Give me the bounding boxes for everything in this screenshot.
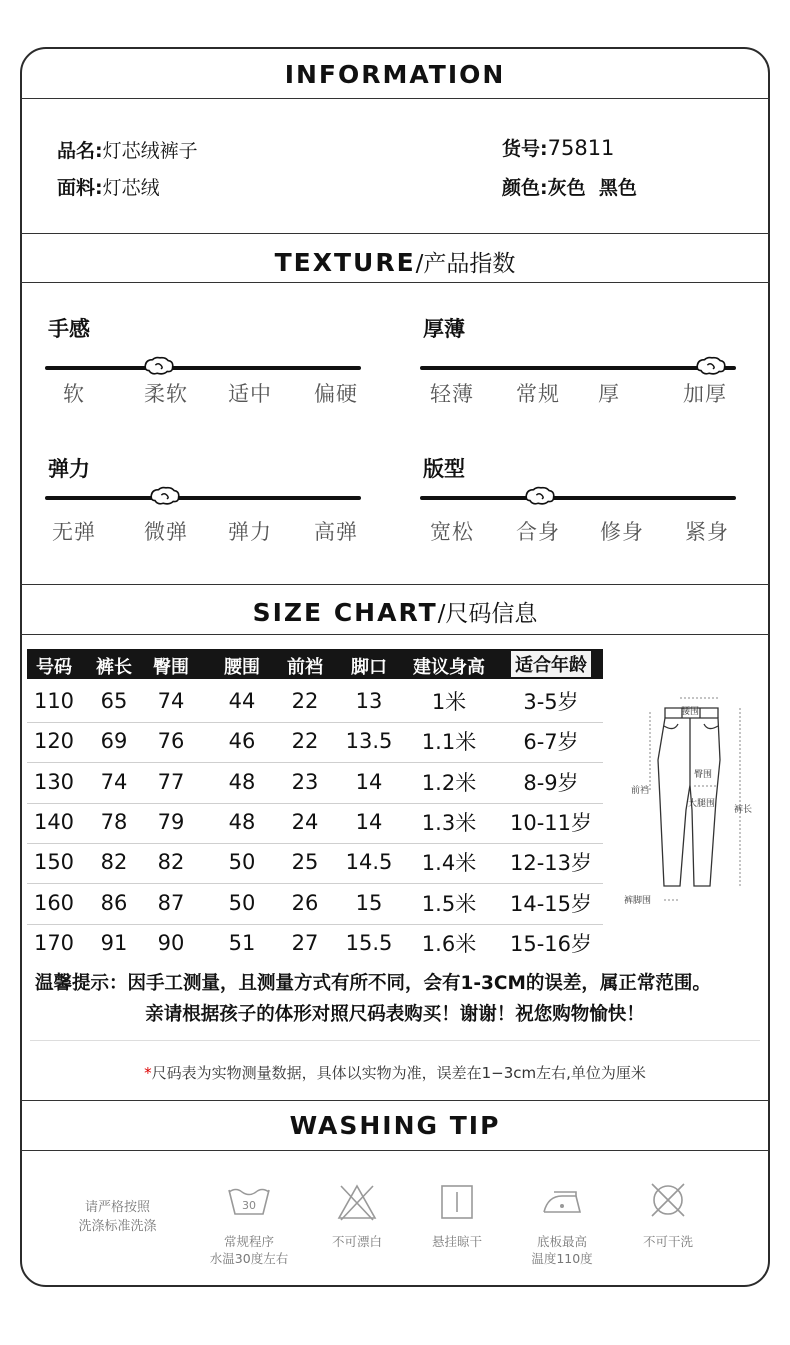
diagram-hip-label: 臀围 <box>694 770 713 780</box>
washing-intro-line2: 洗涤标准洗涤 <box>78 1219 157 1234</box>
table-cell: 48 <box>228 809 256 834</box>
table-cell: 6-7岁 <box>523 730 579 755</box>
texture-track <box>420 366 736 370</box>
texture-scale-label: 偏硬 <box>314 382 358 406</box>
table-cell: 1.2米 <box>421 770 477 795</box>
table-cell: 82 <box>157 850 185 875</box>
divider <box>20 584 770 585</box>
texture-label: 版型 <box>423 457 465 481</box>
table-row-divider <box>27 843 603 844</box>
table-cell: 1.5米 <box>421 891 477 916</box>
product-sku-label: 货号: <box>502 138 548 160</box>
diagram-waist-label: 腰围 <box>681 707 700 717</box>
texture-heading-en: TEXTURE <box>274 248 416 277</box>
product-fabric <box>57 173 160 200</box>
product-color-value: 灰色 黑色 <box>547 177 637 199</box>
table-header-cell: 建议身高 <box>413 657 485 678</box>
texture-marker-icon <box>148 486 182 506</box>
product-fabric-label: 面料: <box>57 177 103 199</box>
texture-heading <box>20 245 770 278</box>
washing-label-line2: 温度110度 <box>531 1251 593 1266</box>
washing-label-line1: 常规程序 <box>223 1234 274 1249</box>
table-row-divider <box>27 924 603 925</box>
product-color <box>502 173 637 200</box>
washing-label <box>332 1233 382 1250</box>
measurement-tip: 温馨提示：因手工测量，且测量方式有所不同，会有1-3CM的误差，属正常范围。 <box>35 973 711 994</box>
texture-scale-label: 合身 <box>516 520 560 544</box>
texture-scale-label: 弹力 <box>228 520 272 544</box>
texture-marker-icon <box>142 356 176 376</box>
table-cell: 140 <box>33 809 75 834</box>
washing-label-line1: 不可漂白 <box>331 1234 383 1249</box>
product-color-label: 颜色: <box>502 177 548 199</box>
washing-label-line1: 悬挂晾干 <box>431 1234 483 1249</box>
iron-icon <box>540 1186 584 1218</box>
table-cell: 14-15岁 <box>509 891 593 916</box>
table-cell: 170 <box>33 930 75 955</box>
washing-label <box>643 1233 693 1250</box>
table-header-cell: 腰围 <box>224 657 260 678</box>
table-cell: 51 <box>228 930 256 955</box>
texture-scale-label: 柔软 <box>144 382 188 406</box>
texture-track <box>420 496 736 500</box>
divider <box>20 1150 770 1151</box>
texture-scale-label: 修身 <box>600 520 644 544</box>
diagram-hem-label: 裤脚围 <box>624 896 652 906</box>
table-cell: 74 <box>157 689 185 713</box>
table-cell: 160 <box>33 890 75 915</box>
size-chart-heading <box>20 595 770 628</box>
diagram-thigh-label: 大腿围 <box>688 799 716 809</box>
table-cell: 15 <box>355 890 383 915</box>
texture-scale-label: 软 <box>63 382 85 406</box>
divider <box>20 282 770 283</box>
table-header-cell: 前裆 <box>287 657 323 678</box>
table-row-divider <box>27 722 603 723</box>
asterisk: * <box>144 1064 152 1082</box>
product-sku-value: 75811 <box>547 136 615 160</box>
divider <box>20 634 770 635</box>
table-cell: 44 <box>228 689 256 713</box>
table-cell: 14 <box>355 809 383 834</box>
texture-label: 弹力 <box>48 457 90 481</box>
table-cell: 86 <box>100 890 128 915</box>
measurement-note <box>0 1062 790 1083</box>
washing-heading: WASHING TIP <box>289 1111 501 1140</box>
table-cell: 13 <box>355 689 383 713</box>
texture-label: 厚薄 <box>423 317 465 341</box>
product-sku <box>502 134 614 161</box>
divider <box>30 1040 760 1041</box>
texture-scale-label: 适中 <box>228 382 272 406</box>
table-cell: 14.5 <box>345 850 393 875</box>
table-cell: 26 <box>291 890 319 915</box>
information-heading: INFORMATION <box>284 60 506 89</box>
table-cell: 1.6米 <box>421 931 477 956</box>
table-cell: 79 <box>157 809 185 834</box>
table-cell: 110 <box>33 689 75 713</box>
texture-scale-label: 宽松 <box>430 520 474 544</box>
table-cell: 77 <box>157 769 185 794</box>
divider <box>20 233 770 234</box>
table-cell: 74 <box>100 769 128 794</box>
texture-scale-label: 微弹 <box>144 520 188 544</box>
washing-label <box>432 1233 482 1250</box>
table-cell: 65 <box>100 689 128 713</box>
texture-label: 手感 <box>48 317 90 341</box>
table-cell: 25 <box>291 850 319 875</box>
table-cell: 150 <box>33 850 75 875</box>
texture-marker-icon <box>694 356 728 376</box>
texture-scale-label: 加厚 <box>683 382 727 406</box>
table-cell: 90 <box>157 930 185 955</box>
table-header-cell: 脚口 <box>351 657 387 678</box>
table-cell: 78 <box>100 809 128 834</box>
product-name-value: 灯芯绒裤子 <box>102 140 198 162</box>
size-chart-heading-en: SIZE CHART <box>252 598 438 627</box>
table-cell: 27 <box>291 930 319 955</box>
table-row-divider <box>27 883 603 884</box>
size-chart-heading-cn: /尺码信息 <box>437 601 538 627</box>
table-cell: 87 <box>157 890 185 915</box>
texture-scale-label: 厚 <box>598 382 620 406</box>
table-cell: 8-9岁 <box>523 770 579 795</box>
measurement-note-text: 尺码表为实物测量数据，具体以实物为准，误差在1−3cm左右,单位为厘米 <box>151 1064 646 1082</box>
table-cell: 3-5岁 <box>523 690 579 714</box>
table-header-cell: 号码 <box>36 657 72 678</box>
table-header-cell: 适合年龄 <box>511 651 591 677</box>
washing-label <box>531 1233 592 1267</box>
texture-scale-label: 常规 <box>516 382 560 406</box>
table-cell: 1.1米 <box>421 730 477 755</box>
wash-30-icon <box>226 1184 272 1222</box>
divider <box>20 1100 770 1101</box>
table-cell: 130 <box>33 769 75 794</box>
washing-intro <box>60 1198 175 1236</box>
table-cell: 22 <box>291 729 319 754</box>
table-cell: 120 <box>33 729 75 754</box>
table-cell: 15.5 <box>345 930 393 955</box>
table-cell: 76 <box>157 729 185 754</box>
table-cell: 15-16岁 <box>509 931 593 956</box>
table-header-cell: 裤长 <box>96 657 132 678</box>
texture-scale-label: 紧身 <box>685 520 729 544</box>
product-fabric-value: 灯芯绒 <box>102 177 160 199</box>
texture-heading-cn: /产品指数 <box>415 251 516 277</box>
texture-track <box>45 366 361 370</box>
hang-dry-icon <box>440 1184 474 1220</box>
no-dry-clean-icon <box>648 1180 688 1220</box>
no-bleach-icon <box>336 1182 378 1222</box>
wash-temp-text: 30 <box>242 1199 256 1212</box>
table-cell: 1.4米 <box>421 851 477 876</box>
table-cell: 12-13岁 <box>509 851 593 876</box>
table-cell: 1米 <box>431 690 467 714</box>
table-cell: 50 <box>228 850 256 875</box>
table-cell: 91 <box>100 930 128 955</box>
texture-scale-label: 高弹 <box>314 520 358 544</box>
product-name-label: 品名: <box>57 140 103 162</box>
table-cell: 50 <box>228 890 256 915</box>
washing-label-line1: 不可干洗 <box>642 1234 694 1249</box>
texture-track <box>45 496 361 500</box>
texture-marker-icon <box>523 486 557 506</box>
texture-scale-label: 轻薄 <box>430 382 474 406</box>
diagram-rise-label: 前裆 <box>631 786 650 796</box>
table-cell: 23 <box>291 769 319 794</box>
table-cell: 82 <box>100 850 128 875</box>
product-name <box>57 136 198 163</box>
table-cell: 22 <box>291 689 319 713</box>
table-row-divider <box>27 762 603 763</box>
table-cell: 1.3米 <box>421 810 477 835</box>
texture-scale-label: 无弹 <box>52 520 96 544</box>
washing-label-line1: 底板最高 <box>536 1234 588 1249</box>
thanks-note: 亲请根据孩子的体形对照尺码表购买！谢谢！祝您购物愉快！ <box>145 1004 645 1025</box>
table-cell: 24 <box>291 809 319 834</box>
table-cell: 10-11岁 <box>509 810 593 835</box>
washing-label <box>210 1233 288 1267</box>
table-cell: 69 <box>100 729 128 754</box>
washing-label-line2: 水温30度左右 <box>209 1251 289 1266</box>
washing-intro-line1: 请严格按照 <box>84 1200 150 1215</box>
table-cell: 13.5 <box>345 729 393 754</box>
table-cell: 14 <box>355 769 383 794</box>
table-header-cell: 臀围 <box>153 657 189 678</box>
divider <box>20 98 770 99</box>
table-row-divider <box>27 803 603 804</box>
table-cell: 46 <box>228 729 256 754</box>
table-cell: 48 <box>228 769 256 794</box>
diagram-length-label: 裤长 <box>734 805 753 815</box>
